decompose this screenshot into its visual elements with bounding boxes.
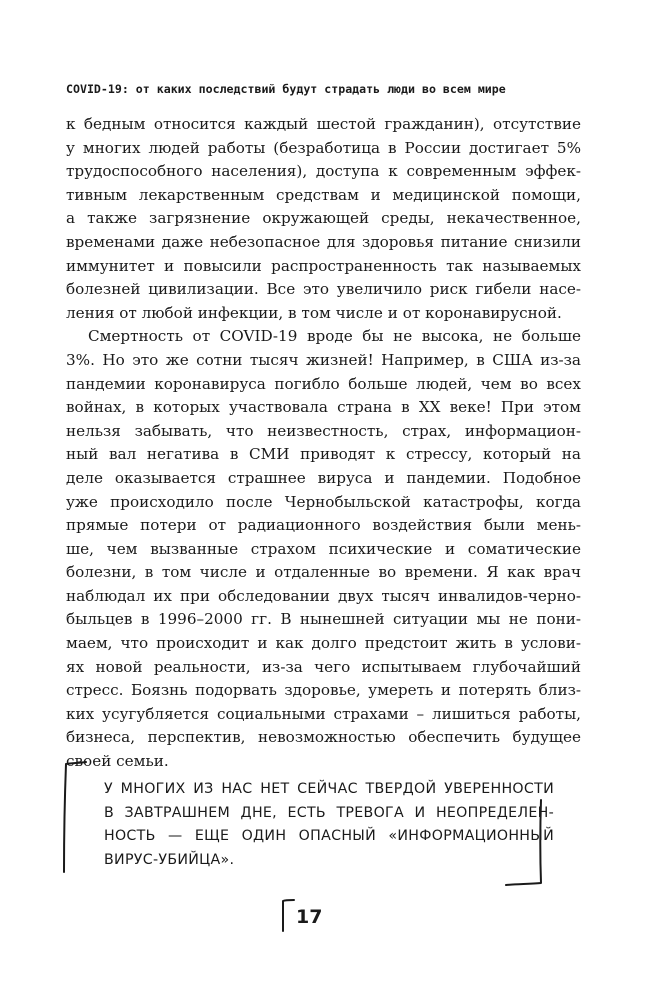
body-line: трудоспособного населения), доступа к современным эффек- bbox=[66, 162, 581, 181]
body-line: маем, что происходит и как долго предстоит жить в услови- bbox=[66, 634, 581, 653]
quote-text bbox=[104, 778, 554, 872]
page-number-block bbox=[279, 896, 339, 936]
body-line: иммунитет и повысили распространенность так называемых bbox=[66, 256, 581, 275]
body-line: стресс. Боязнь подорвать здоровье, умереть и потерять близ- bbox=[66, 681, 581, 700]
body-line: уже происходило после Чернобыльской катастрофы, когда bbox=[66, 492, 581, 511]
body-line: болезней цивилизации. Все это увеличило риск гибели насе- bbox=[66, 280, 581, 299]
body-line: прямые потери от радиационного воздействия были мень- bbox=[66, 516, 581, 535]
quote-left-bracket bbox=[64, 762, 86, 872]
body-text bbox=[66, 113, 581, 774]
body-line: ный вал негатива в СМИ приводят к стрессу, который на bbox=[66, 445, 581, 464]
quote-line: НОСТЬ — ЕЩЕ ОДИН ОПАСНЫЙ «ИНФОРМАЦИОННЫЙ bbox=[104, 828, 554, 845]
body-line: тивным лекарственным средствам и медицинской помощи, bbox=[66, 185, 581, 204]
quote-line: У МНОГИХ ИЗ НАС НЕТ СЕЙЧАС ТВЕРДОЙ УВЕРЕННОСТИ bbox=[104, 781, 554, 797]
body-line: 3%. Но это же сотни тысяч жизней! Например, в США из-за bbox=[66, 350, 581, 369]
body-line: наблюдал их при обследовании двух тысяч инвалидов-черно- bbox=[66, 586, 581, 605]
body-line: у многих людей работы (безработица в России достигает 5% bbox=[66, 138, 581, 157]
body-line: деле оказывается страшнее вируса и пандемии. Подобное bbox=[66, 468, 581, 487]
body-line: временами даже небезопасное для здоровья питание снизили bbox=[66, 232, 581, 251]
body-line: войнах, в которых участвовала страна в XX веке! При этом bbox=[66, 398, 581, 417]
body-line: к бедным относится каждый шестой гражданин), отсутствие bbox=[66, 115, 581, 133]
body-line-indented: Смертность от COVID-19 вроде бы не высока, не больше bbox=[88, 327, 581, 346]
body-line: своей семьи. bbox=[66, 752, 169, 771]
running-head: COVID-19: от каких последствий будут страдать люди во всем мире bbox=[66, 82, 506, 96]
pull-quote bbox=[60, 760, 590, 888]
body-line: болезни, в том числе и отдаленные во времени. Я как врач bbox=[66, 563, 581, 582]
body-line: ления от любой инфекции, в том числе и от коронавирусной. bbox=[66, 303, 562, 322]
quote-line: В ЗАВТРАШНЕМ ДНЕ, ЕСТЬ ТРЕВОГА И НЕОПРЕДЕЛЕН- bbox=[104, 804, 554, 821]
body-line: пандемии коронавируса погибло больше людей, чем во всех bbox=[66, 374, 581, 393]
body-line: быльцев в 1996–2000 гг. В нынешней ситуации мы не пони- bbox=[66, 610, 581, 629]
body-line: нельзя забывать, что неизвестность, страх, информацион- bbox=[66, 421, 581, 440]
quote-line: ВИРУС-УБИЙЦА». bbox=[104, 851, 235, 868]
body-line: бизнеса, перспектив, невозможностью обеспечить будущее bbox=[66, 728, 581, 747]
body-line: ких усугубляется социальными страхами – лишиться работы, bbox=[66, 704, 581, 723]
page-number: 17 bbox=[296, 906, 323, 928]
body-line: ях новой реальности, из-за чего испытываем глубочайший bbox=[66, 657, 581, 676]
body-line: ше, чем вызванные страхом психические и соматические bbox=[66, 539, 581, 558]
body-line: а также загрязнение окружающей среды, некачественное, bbox=[66, 209, 581, 228]
